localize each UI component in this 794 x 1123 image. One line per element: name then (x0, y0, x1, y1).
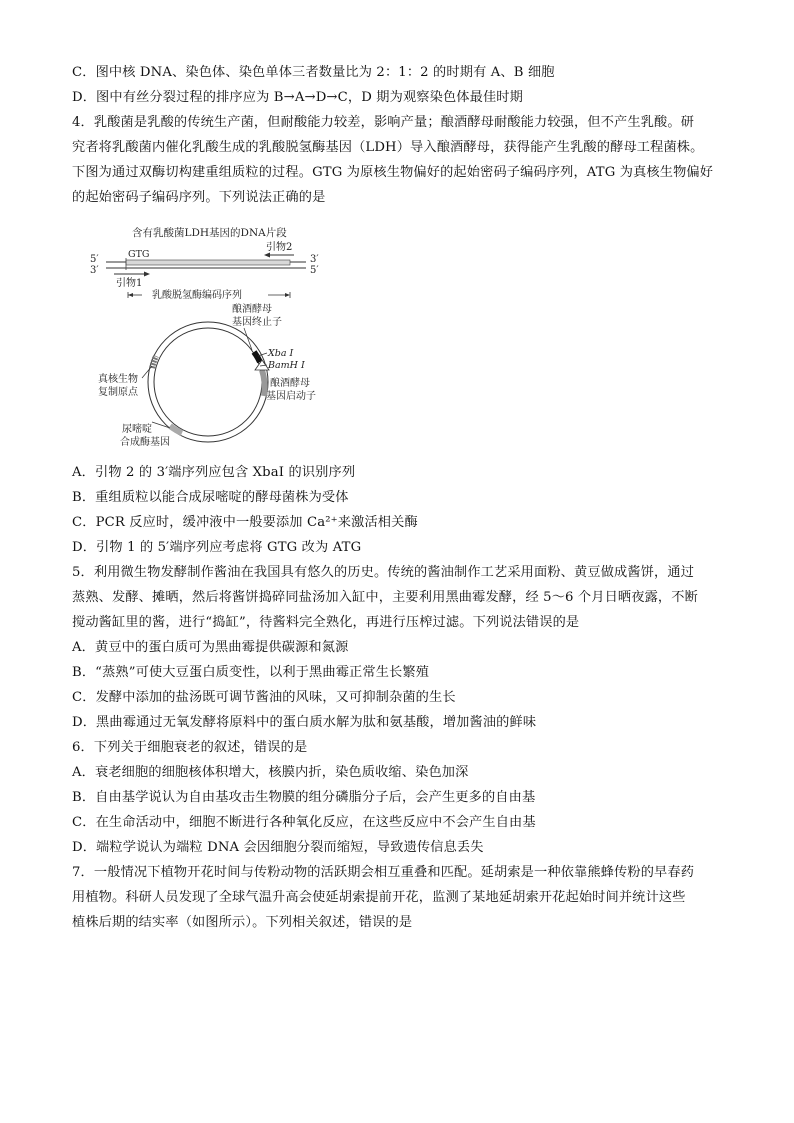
option-a-q6: A．衰老细胞的细胞核体积增大，核膜内折，染色质收缩、染色加深 (72, 765, 469, 780)
question-5-stem-line3: 搅动酱缸里的酱，进行“捣缸”，待酱料完全熟化，再进行压榨过滤。下列说法错误的是 (72, 615, 580, 630)
question-4-stem-line2: 究者将乳酸菌内催化乳酸生成的乳酸脱氢酶基因（LDH）导入酿酒酵母，获得能产生乳酸的酵母工程菌株。 (72, 140, 704, 155)
dna-fragment-figure (84, 222, 344, 302)
option-c-q4: C．PCR 反应时，缓冲液中一般要添加 Ca²⁺来激活相关酶 (72, 515, 418, 530)
left-bottom-end: 3′ (90, 265, 99, 276)
ura-label-line1: 尿嘧啶 (122, 424, 152, 435)
promoter-label-line1: 酿酒酵母 (270, 378, 310, 389)
option-d-q6: D．端粒学说认为端粒 DNA 会因细胞分裂而缩短，导致遗传信息丢失 (72, 840, 484, 855)
origin-label-line1: 真核生物 (98, 374, 138, 385)
right-top-end: 3′ (310, 254, 319, 265)
question-7-stem-line3: 植株后期的结实率（如图所示）。下列相关叙述，错误的是 (72, 915, 413, 930)
option-c-q5: C．发酵中添加的盐汤既可调节酱油的风味，又可抑制杂菌的生长 (72, 690, 456, 705)
bamhi-site-label: BamH I (268, 360, 305, 371)
question-4-stem-line4: 的起始密码子编码序列。下列说法正确的是 (72, 190, 326, 205)
promoter-segment (262, 370, 265, 396)
terminator-label-line1: 酿酒酵母 (232, 304, 272, 315)
question-6-stem: 6．下列关于细胞衰老的叙述，错误的是 (72, 740, 308, 755)
promoter-label-line2: 基因启动子 (266, 391, 316, 402)
option-d-q4: D．引物 1 的 5′端序列应考虑将 GTG 改为 ATG (72, 540, 362, 555)
question-7-stem-line2: 用植物。科研人员发现了全球气温升高会使延胡索提前开花，监测了某地延胡索开花起始时间并统计这些 (72, 890, 686, 905)
question-4-stem-line1: 4．乳酸菌是乳酸的传统生产菌，但耐酸能力较差，影响产量；酿酒酵母耐酸能力较强，但不产生乳酸。研 (72, 115, 695, 130)
option-b-q4: B．重组质粒以能合成尿嘧啶的酵母菌株为受体 (72, 490, 349, 505)
ura-label-line2: 合成酶基因 (120, 437, 170, 448)
option-a-q4: A．引物 2 的 3′端序列应包含 XbaI 的识别序列 (72, 465, 356, 480)
primer-1-label: 引物1 (116, 278, 143, 289)
question-5-stem-line2: 蒸熟、发酵、摊晒，然后将酱饼捣碎同盐汤加入缸中，主要利用黑曲霉发酵，经 5～6 个月日晒夜露，不断 (72, 590, 698, 605)
option-c-q6: C．在生命活动中，细胞不断进行各种氧化反应，在这些反应中不会产生自由基 (72, 815, 536, 830)
option-d-q3: D．图中有丝分裂过程的排序应为 B→A→D→C，D 期为观察染色体最佳时期 (72, 90, 523, 105)
terminator-segment (254, 352, 260, 362)
primer-2-label: 引物2 (266, 242, 293, 253)
origin-label-line2: 复制原点 (98, 387, 138, 398)
origin-segment (152, 356, 156, 368)
plasmid-map-figure (92, 300, 332, 460)
xbai-site-label: Xba I (268, 348, 294, 359)
terminator-label-line2: 基因终止子 (232, 317, 282, 328)
gtg-codon-label: GTG (128, 249, 150, 260)
option-c-q3: C．图中核 DNA、染色体、染色单体三者数量比为 2：1：2 的时期有 A、B 细胞 (72, 65, 555, 80)
right-bottom-end: 5′ (310, 265, 319, 276)
question-4-stem-line3: 下图为通过双酶切构建重组质粒的过程。GTG 为原核生物偏好的起始密码子编码序列，ATG 为真核生物偏好 (72, 165, 714, 180)
option-a-q5: A．黄豆中的蛋白质可为黑曲霉提供碳源和氮源 (72, 640, 349, 655)
dna-fragment-title: 含有乳酸菌LDH基因的DNA片段 (132, 227, 287, 239)
option-b-q5: B．“蒸熟”可使大豆蛋白质变性，以利于黑曲霉正常生长繁殖 (72, 665, 430, 680)
left-top-end: 5′ (90, 254, 99, 265)
option-d-q5: D．黑曲霉通过无氧发酵将原料中的蛋白质水解为肽和氨基酸，增加酱油的鲜味 (72, 715, 537, 730)
question-7-stem-line1: 7．一般情况下植物开花时间与传粉动物的活跃期会相互重叠和匹配。延胡索是一种依靠熊蜂传粉的早春药 (72, 865, 695, 880)
option-b-q6: B．自由基学说认为自由基攻击生物膜的组分磷脂分子后，会产生更多的自由基 (72, 790, 536, 805)
question-5-stem-line1: 5．利用微生物发酵制作酱油在我国具有悠久的历史。传统的酱油制作工艺采用面粉、黄豆做成酱饼，通过 (72, 565, 695, 580)
ura-gene-segment (170, 426, 182, 433)
coding-sequence-label: 乳酸脱氢酶编码序列 (152, 290, 242, 301)
